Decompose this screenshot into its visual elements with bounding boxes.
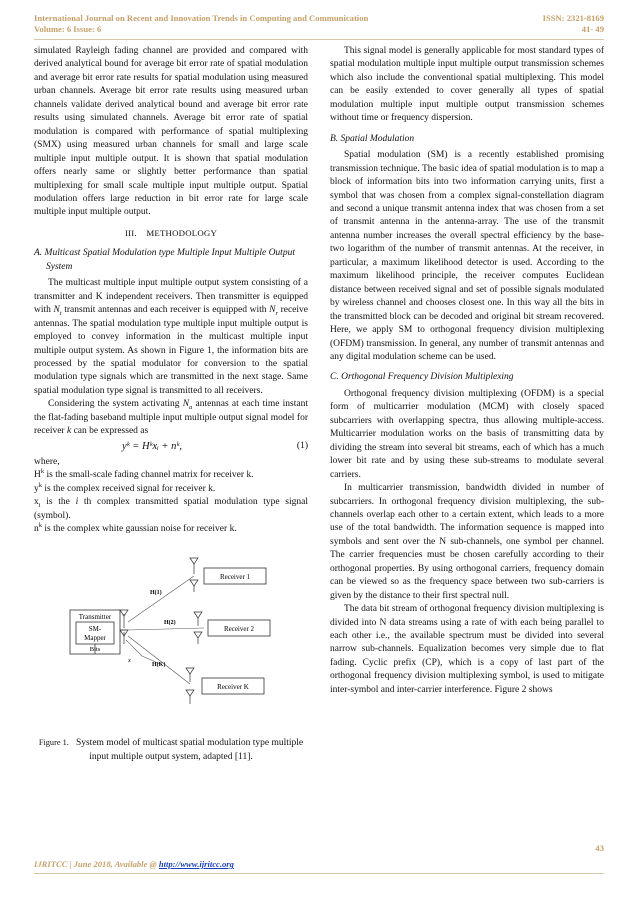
h2-label: H(2) — [164, 620, 176, 627]
equation-number: (1) — [296, 440, 308, 451]
page-footer — [34, 859, 234, 869]
definition-h: $H^k$ is the small-scale fading channel matrix for receiver k. — [34, 467, 254, 481]
section-title: METHODOLOGY — [146, 227, 218, 238]
definition-y: $y^k$ is the complex received signal for receiver k. — [34, 481, 216, 494]
footer-rule — [34, 873, 604, 874]
subsection-b-title: B. Spatial Modulation — [330, 133, 415, 144]
paragraph-a1: The multicast multiple input multiple output system consisting of a transmitter and K independent receivers. Then transmitter is equipped with $N_t$ transmit antennas and each receiver is equipped with $N_r$ receive antennas. The spatial modulation type multiple input multiple output is employed to convey information in the multicast multiple input multiple output system. As shown in Figure 1, the information bits are processed by the spatial modulator for conversion to the spatial modulation type signals which are transmitted in the next stage. Same spatial modulation type signal is transmitted to all receivers. — [34, 278, 308, 396]
volume-issue: Volume: 6 Issue: 6 — [34, 24, 102, 34]
bits-label: Bits — [89, 646, 101, 654]
receiver-1-label: Receiver 1 — [219, 573, 251, 582]
equation-1 — [34, 440, 308, 455]
journal-title: International Journal on Recent and Innovation Trends in Computing and Communication — [34, 13, 369, 23]
paragraph-b: Spatial modulation (SM) is a recently established promising transmission technique. The basic idea of spatial modulation is to map a block of information bits into two information carrying units, first a symbol that was chosen from a complex signal-constellation diagram and second a unique transmit antenna index that was chosen from a set of transmit antenna in the antenna-array. The use of the transmit antenna number increases the overall spectral efficiency by the base-two logarithm of the number of transmit antennas. At the receiver, in particular, a maximum likelihood detector is used. According to the maximum likelihood principle, the receiver computes Euclidean distance between received signal and set of possible signals modulated by wireless channel and chooses closest one. In this way all the bits in the transmitted block can be decoded and original bit stream recovered. Here, we apply SM to orthogonal frequency division multiplexing (OFDM) transmission. In general, any number of transmit antennas and any digital modulation scheme can be used. — [330, 150, 604, 362]
page-range: 41- 49 — [581, 24, 604, 34]
header-left — [34, 13, 368, 35]
page-number: 43 — [595, 843, 604, 853]
equation-formula: yᵏ = Hᵏxᵢ + nᵏ, — [122, 440, 182, 452]
transmitter-label: Transmitter — [78, 613, 112, 622]
paragraph-r1: This signal model is generally applicable for most standard types of spatial modulation multiple input multiple output transmission schemes which also include the conventional spatial multiplexing. This model can be easily extended to cover generally all types of spatial modulation multiple input multiple output transmission schemes without time or frequency dispersion. — [330, 46, 604, 124]
receiver-2-label: Receiver 2 — [223, 625, 255, 634]
intro-paragraph: simulated Rayleigh fading channel are provided and compared with derived analytical bound for average bit error rate of spatial modulation and average bit error rate results for spatial modulation using measured urban channels. Average bit error rate results using measured urban channels validate derived analytical bound and average bit error rate results using simulated channels. Average bit error rate of spatial modulation is compared with performance of spatial multiplexing (SMX) using measured urban channels for small and large scale multiple input multiple output. It is shown that spatial modulation offers nearly same or slightly better performance than spatial multiplexing for small scale multiple input multiple output. Spatial modulation offers large reduction in bit error rate for large scale multiple input multiple output. — [34, 46, 308, 218]
sm-mapper-label-2: Mapper — [84, 634, 106, 643]
paragraph-c3: The data bit stream of orthogonal frequency division multiplexing is divided into N data streams using a rate of with each being parallel to each other i.e., the available spectrum must be divided into several narrow sub-channels. Equalization becomes very simple due to flat fading. Cyclic prefix (CP), which is a copy of last part of the orthogonal frequency division multiplexing symbol, is used to mitigate inter-symbol and inter-carrier interference. Figure 2 shows — [330, 604, 604, 695]
where-label: where, — [34, 456, 60, 467]
figure-1 — [34, 544, 308, 734]
system-model-diagram — [64, 544, 284, 734]
receiver-k-label: Receiver K — [217, 683, 249, 692]
paragraph-c1: Orthogonal frequency division multiplexing (OFDM) is a special form of multicarrier modulation (MCM) with closely spaced subcarriers with overlapping spectra, thus allowing multiple-access. Multicarrier modulation works on the basis of transmitting data by dividing the stream into several bit streams, each of which has a much lower bit rate and by using these sub-streams to modulate several carriers. — [330, 388, 604, 480]
header-right — [543, 13, 604, 35]
caption-label: Figure 1. — [38, 738, 69, 748]
sm-mapper-label-1: SM- — [88, 625, 102, 634]
caption-text: System model of multicast spatial modulation type multiple input multiple output system, adapted [11]. — [75, 738, 304, 762]
subsection-a-title: A. Multicast Spatial Modulation type Multiple Input Multiple Output System — [34, 248, 295, 272]
figure-caption — [34, 736, 308, 764]
footer-link[interactable]: http://www.ijritcc.org — [158, 859, 234, 869]
footer-text: IJRITCC | June 2018, Available @ — [34, 859, 159, 869]
hk-label: H(K) — [152, 662, 166, 669]
x-label: x — [128, 657, 131, 665]
issn: ISSN: 2321-8169 — [542, 13, 604, 23]
definition-x: $x_i$ is the i th complex transmitted spatial modulation type signal (symbol). — [34, 497, 308, 521]
section-heading — [34, 227, 308, 240]
tx-antennas — [120, 610, 128, 644]
definition-n: $n^k$ is the complex white gaussian noise for receiver k. — [34, 521, 237, 534]
header-rule — [34, 39, 604, 40]
rxk-antennas — [186, 668, 194, 704]
right-column — [330, 45, 604, 697]
h1-label: H(1) — [150, 590, 162, 597]
subsection-c-title: C. Orthogonal Frequency Division Multiplexing — [330, 372, 514, 383]
paragraph-c2: In multicarrier transmission, bandwidth divided in number of subcarriers. In orthogonal frequency division multiplexing, the sub-channels overlap each other to a certain extent, which leads to a more use of the total bandwidth. The information sequence is mapped into symbols and sent over the N sub-channels, one symbol per channel. The carrier frequencies must be chosen carefully according to their orthogonal properties. By using orthogonal carriers, frequency domain can be viewed so as the frequency space between two sub-carriers is given by the distance to their first spectral null. — [330, 483, 604, 601]
left-column — [34, 45, 308, 764]
section-number: III. — [124, 227, 137, 238]
rx1-antennas — [190, 558, 198, 592]
paragraph-a2: Considering the system activating $N_a$ antennas at each time instant the flat-fading baseband multiple input multiple output signal model for receiver k can be expressed as — [34, 399, 308, 437]
